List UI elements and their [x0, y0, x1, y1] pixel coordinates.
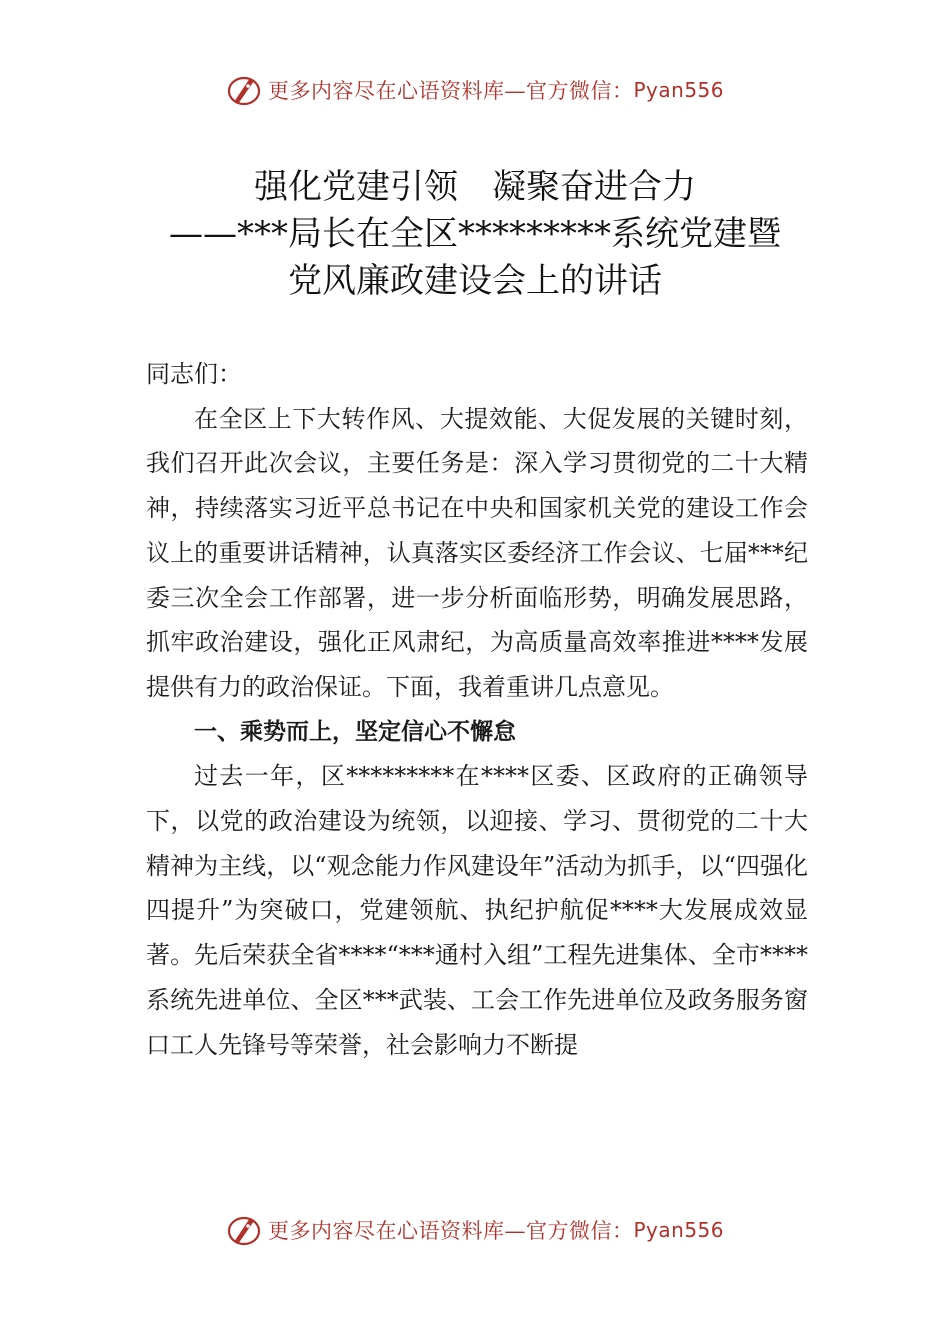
title-line-2: ——***局长在全区*********系统党建暨 [169, 214, 781, 254]
title-line-3: 党风廉政建设会上的讲话 [288, 261, 662, 301]
section-heading-1: 一、乘势而上，坚定信心不懈怠 [194, 718, 516, 745]
pen-nib-logo-icon [226, 1212, 262, 1248]
banner-wechat-id: Pyan556 [633, 1218, 724, 1242]
document-title [0, 164, 950, 305]
banner-text: 更多内容尽在心语资料库—官方微信： [267, 79, 634, 103]
salutation: 同志们： [146, 360, 242, 388]
title-line-1: 强化党建引领 凝聚奋进合力 [254, 167, 696, 207]
paragraph-review: 过去一年，区*********在****区委、区政府的正确领导下，以党的政治建设为统领，以迎接、学习、贯彻党的二十大精神为主线，以“观念能力作风建设年”活动为抓手，以“四强化四提升”为突破口，党建领航、执纪护航促****大发展成效显著。先后荣获全省****“***通村入组”工程先进集体、全市****系统先进单位、全区***武装、工会工作先进单位及政务服务窗口工人先锋号等荣誉，社会影响力不断提 [146, 762, 808, 1059]
footer-banner [0, 1212, 950, 1248]
banner-text: 更多内容尽在心语资料库—官方微信： [267, 1219, 634, 1243]
banner-wechat-id: Pyan556 [633, 78, 724, 102]
document-body [146, 352, 808, 1067]
pen-nib-logo-icon [226, 72, 262, 108]
paragraph-intro: 在全区上下大转作风、大提效能、大促发展的关键时刻，我们召开此次会议，主要任务是：深入学习贯彻党的二十大精神，持续落实习近平总书记在中央和国家机关党的建设工作会议上的重要讲话精神，认真落实区委经济工作会议、七届***纪委三次全会工作部署，进一步分析面临形势，明确发展思路，抓牢政治建设，强化正风肃纪，为高质量高效率推进****发展提供有力的政治保证。下面，我着重讲几点意见。 [146, 404, 808, 701]
header-banner [0, 72, 950, 108]
